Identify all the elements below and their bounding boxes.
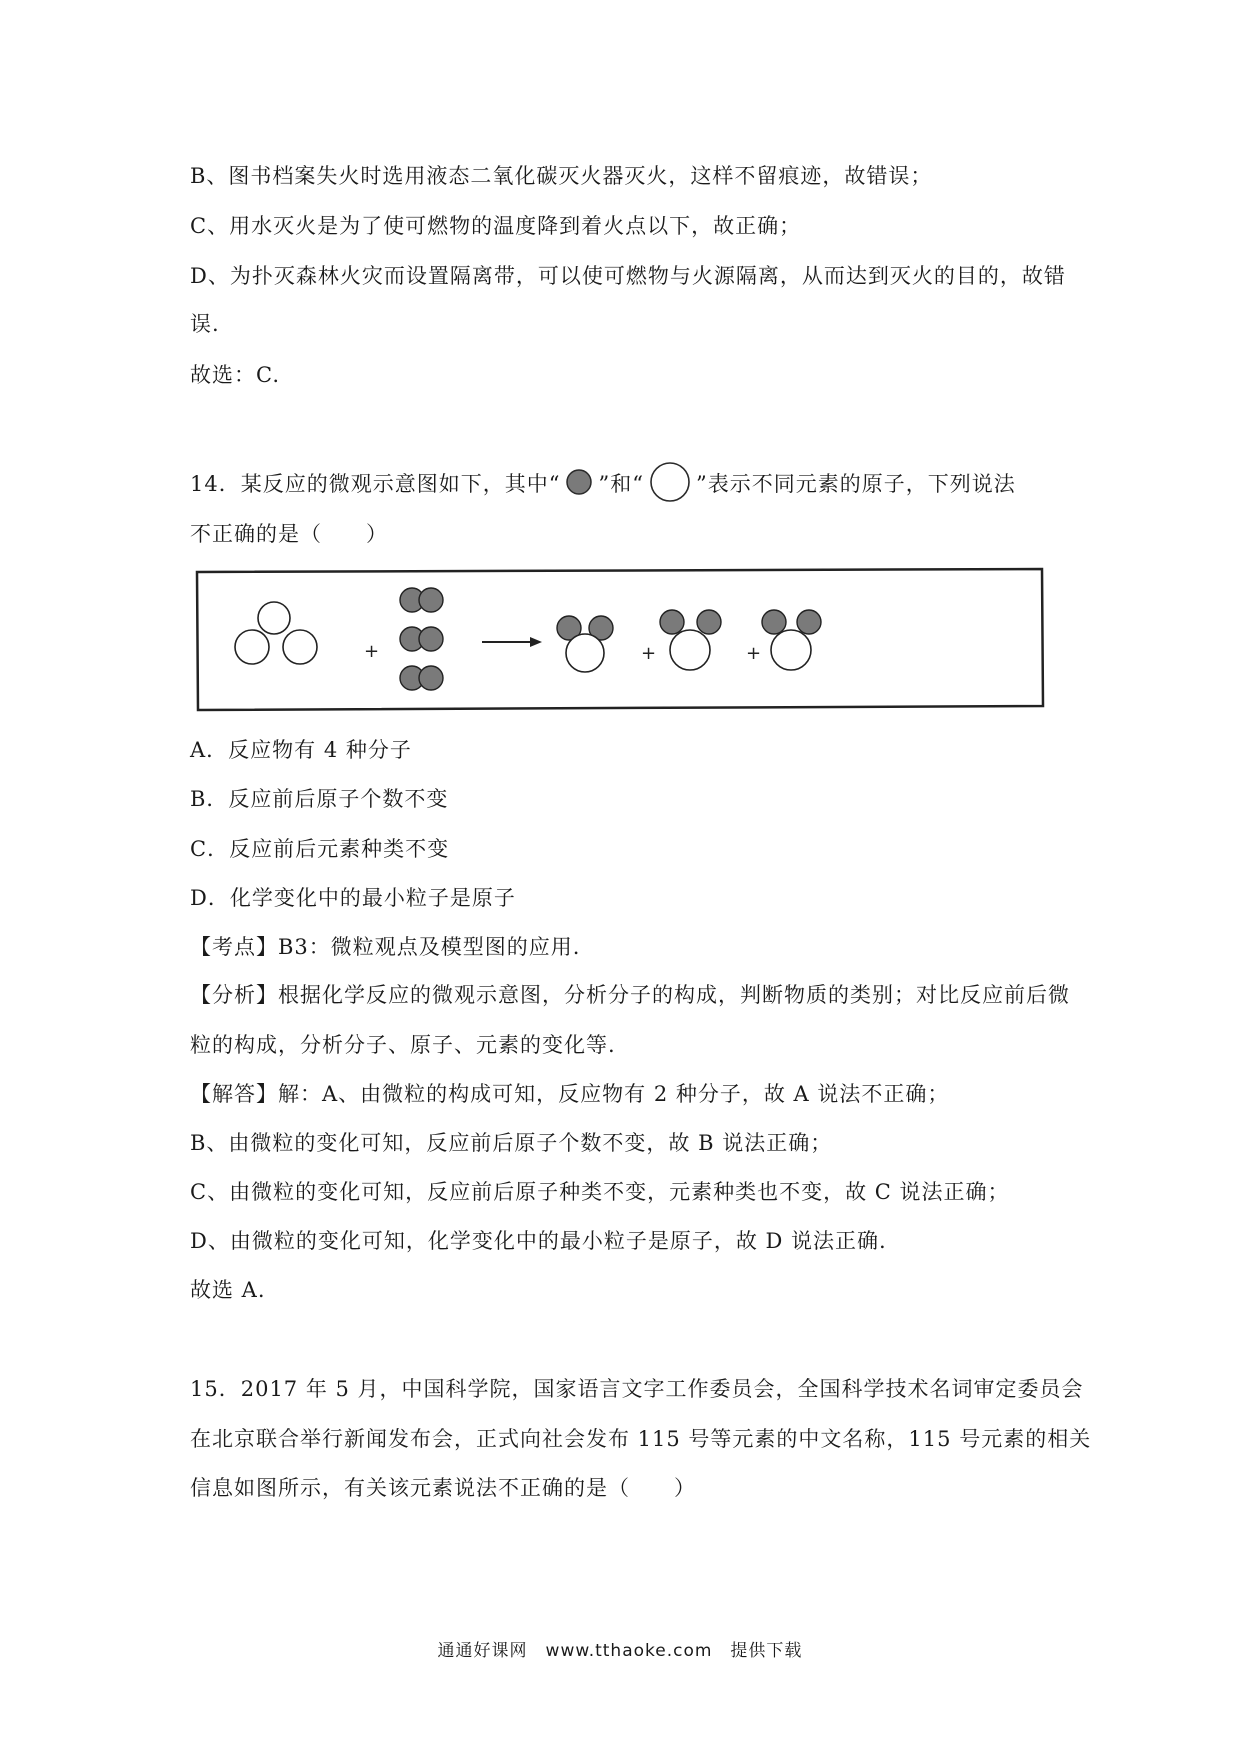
q14-kaodian: 【考点】B3：微粒观点及模型图的应用. bbox=[190, 935, 581, 959]
q14-option-a: A．反应物有 4 种分子 bbox=[190, 738, 412, 762]
white-atom-right bbox=[283, 630, 317, 664]
q14-jieda-c: C、由微粒的变化可知，反应前后原子种类不变，元素种类也不变，故 C 说法正确； bbox=[190, 1180, 1010, 1204]
q14-stem-part2: ”和“ bbox=[598, 472, 644, 496]
gray-molecule-3 bbox=[400, 666, 443, 690]
white-atom-left bbox=[235, 630, 269, 664]
q14-stem-line2: 不正确的是（ ） bbox=[190, 522, 388, 546]
q15-line1: 15．2017 年 5 月，中国科学院，国家语言文字工作委员会，全国科学技术名词审定委员会 bbox=[190, 1377, 1084, 1401]
plus-sign-1: + bbox=[364, 641, 380, 662]
gray-atom-icon bbox=[564, 467, 594, 504]
reaction-diagram bbox=[194, 566, 1046, 714]
q14-stem-part1: 14．某反应的微观示意图如下，其中“ bbox=[190, 472, 561, 496]
answer-line-c: C、用水灭火是为了使可燃物的温度降到着火点以下，故正确； bbox=[190, 214, 802, 238]
answer-line-d-1: D、为扑灭森林火灾而设置隔离带，可以使可燃物与火源隔离，从而达到灭火的目的，故错 bbox=[190, 264, 1066, 288]
gray-molecule-2 bbox=[400, 627, 443, 651]
q15-line2: 在北京联合举行新闻发布会，正式向社会发布 115 号等元素的中文名称，115 号元素的相关 bbox=[190, 1427, 1092, 1451]
reactant-gray-molecules bbox=[400, 588, 443, 690]
q14-jieda-b: B、由微粒的变化可知，反应前后原子个数不变，故 B 说法正确； bbox=[190, 1131, 833, 1155]
plus-sign-2: + bbox=[641, 643, 657, 664]
q14-jieda-d: D、由微粒的变化可知，化学变化中的最小粒子是原子，故 D 说法正确. bbox=[190, 1229, 887, 1253]
answer-line-d-2: 误. bbox=[190, 312, 220, 336]
white-atom-top bbox=[258, 602, 290, 634]
white-atom-icon bbox=[648, 460, 692, 511]
q14-stem-part3: ”表示不同元素的原子，下列说法 bbox=[695, 472, 1016, 496]
q14-choice: 故选 A. bbox=[190, 1278, 266, 1302]
q14-fenxi-line1: 【分析】根据化学反应的微观示意图，分析分子的构成，判断物质的类别；对比反应前后微 bbox=[190, 983, 1070, 1007]
gray-molecule-1 bbox=[400, 588, 443, 612]
plus-sign-3: + bbox=[746, 643, 762, 664]
q14-stem-line1 bbox=[190, 460, 1016, 511]
q14-option-d: D．化学变化中的最小粒子是原子 bbox=[190, 886, 516, 910]
q14-option-b: B．反应前后原子个数不变 bbox=[190, 787, 449, 811]
q14-fenxi-line2: 粒的构成，分析分子、原子、元素的变化等. bbox=[190, 1033, 616, 1057]
q14-jieda-a: 【解答】解：A、由微粒的构成可知，反应物有 2 种分子，故 A 说法不正确； bbox=[190, 1082, 950, 1106]
answer-choice-prev: 故选：C. bbox=[190, 363, 280, 387]
answer-line-b: B、图书档案失火时选用液态二氧化碳灭火器灭火，这样不留痕迹，故错误； bbox=[190, 164, 933, 188]
diagram-border bbox=[197, 569, 1043, 710]
page-footer: 通通好课网 www.tthaoke.com 提供下载 bbox=[437, 1641, 803, 1661]
q14-option-c: C．反应前后元素种类不变 bbox=[190, 837, 450, 861]
q15-line3: 信息如图所示，有关该元素说法不正确的是（ ） bbox=[190, 1476, 696, 1500]
